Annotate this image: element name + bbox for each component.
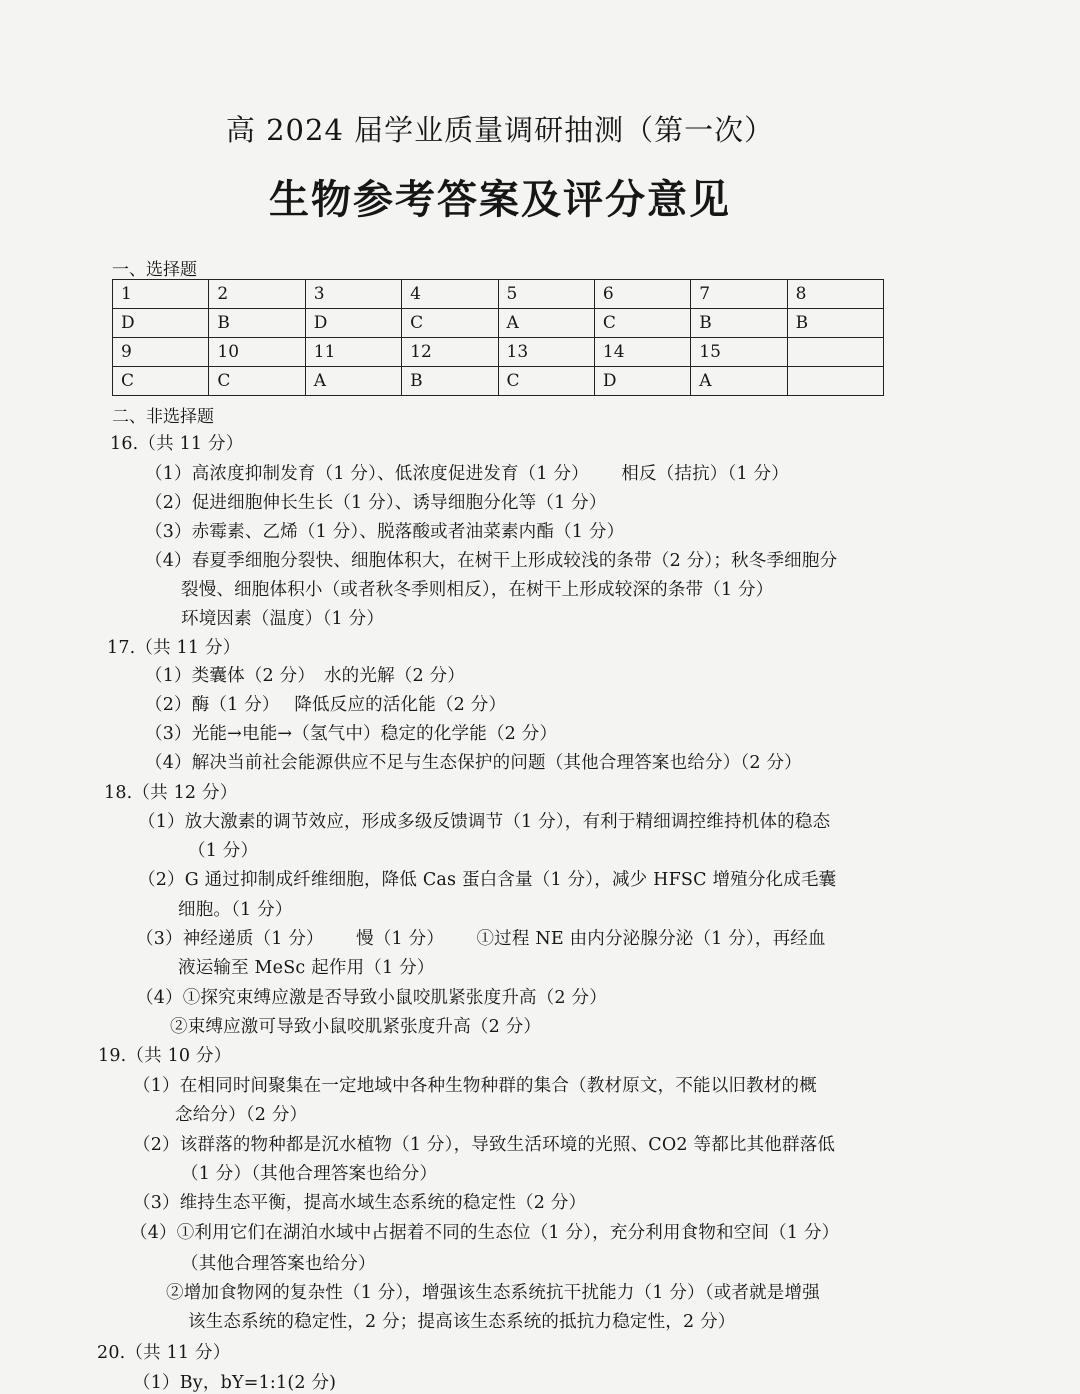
section-heading-choice: 一、选择题 — [112, 260, 197, 280]
answer-line: （4）①利用它们在湖泊水域中占据着不同的生态位（1 分），充分利用食物和空间（1 分） — [130, 1223, 840, 1243]
answer-line: （1 分）（其他合理答案也给分） — [181, 1164, 438, 1184]
answer-line: 裂慢、细胞体积小（或者秋冬季则相反），在树干上形成较深的条带（1 分） — [181, 580, 774, 600]
table-cell: 9 — [113, 338, 209, 367]
table-cell: B — [691, 309, 787, 338]
answer-line: ②束缚应激可导致小鼠咬肌紧张度升高（2 分） — [170, 1017, 542, 1037]
question-heading: 20.（共 11 分） — [97, 1343, 231, 1363]
answer-line: （3）神经递质（1 分） 慢（1 分） ①过程 NE 由内分泌腺分泌（1 分），再经血 — [136, 929, 826, 949]
table-cell: 12 — [402, 338, 498, 367]
answer-line: （1）类囊体（2 分） 水的光解（2 分） — [145, 666, 465, 686]
table-cell: 5 — [498, 280, 594, 309]
choice-answer-table — [112, 279, 884, 396]
answer-line: （1）By，bY=1:1(2 分) — [133, 1373, 337, 1393]
table-cell: C — [594, 309, 690, 338]
table-cell: 1 — [113, 280, 209, 309]
table-cell — [787, 367, 883, 396]
answer-line: ②增加食物网的复杂性（1 分），增强该生态系统抗干扰能力（1 分）（或者就是增强 — [166, 1283, 820, 1303]
table-cell: C — [113, 367, 209, 396]
table-cell: 10 — [209, 338, 305, 367]
table-cell: 6 — [594, 280, 690, 309]
table-cell — [787, 338, 883, 367]
table-row — [113, 309, 884, 338]
answer-line: （1 分） — [188, 841, 259, 861]
table-cell: 13 — [498, 338, 594, 367]
section-heading-nonchoice: 二、非选择题 — [112, 407, 214, 427]
answer-line: （4）春夏季细胞分裂快、细胞体积大，在树干上形成较浅的条带（2 分）；秋冬季细胞分 — [145, 551, 838, 571]
table-cell: 7 — [691, 280, 787, 309]
answer-line: （1）放大激素的调节效应，形成多级反馈调节（1 分），有利于精细调控维持机体的稳态 — [138, 812, 831, 832]
answer-line: （3）维持生态平衡，提高水域生态系统的稳定性（2 分） — [133, 1193, 587, 1213]
answer-line: （1）高浓度抑制发育（1 分）、低浓度促进发育（1 分） 相反（拮抗）（1 分） — [145, 464, 789, 484]
table-cell: A — [498, 309, 594, 338]
answer-line: （4）①探究束缚应激是否导致小鼠咬肌紧张度升高（2 分） — [136, 988, 607, 1008]
answer-line: 细胞。（1 分） — [178, 900, 293, 920]
answer-line: （1）在相同时间聚集在一定地域中各种生物种群的集合（教材原文，不能以旧教材的概 — [133, 1076, 817, 1096]
page-title: 生物参考答案及评分意见 — [269, 177, 731, 223]
question-heading: 19.（共 10 分） — [98, 1046, 232, 1066]
exam-subtitle: 高 2024 届学业质量调研抽测（第一次） — [225, 113, 775, 147]
answer-line: （2）G 通过抑制成纤维细胞，降低 Cas 蛋白含量（1 分），减少 HFSC 增殖分化成毛囊 — [138, 870, 837, 890]
table-cell: 2 — [209, 280, 305, 309]
table-cell: 8 — [787, 280, 883, 309]
table-cell: D — [594, 367, 690, 396]
table-cell: B — [787, 309, 883, 338]
answer-line: 念给分）（2 分） — [175, 1105, 308, 1125]
table-cell: D — [305, 309, 401, 338]
answer-line: （3）光能→电能→（氢气中）稳定的化学能（2 分） — [145, 724, 558, 744]
answer-line: 液运输至 MeSc 起作用（1 分） — [178, 958, 435, 978]
table-cell: 15 — [691, 338, 787, 367]
table-cell: B — [209, 309, 305, 338]
answer-line: 环境因素（温度）（1 分） — [181, 609, 385, 629]
question-heading: 18.（共 12 分） — [104, 783, 238, 803]
table-cell: A — [691, 367, 787, 396]
table-cell: 11 — [305, 338, 401, 367]
table-cell: 14 — [594, 338, 690, 367]
table-row — [113, 280, 884, 309]
table-cell: A — [305, 367, 401, 396]
table-cell: C — [209, 367, 305, 396]
table-row — [113, 367, 884, 396]
answer-line: （3）赤霉素、乙烯（1 分）、脱落酸或者油菜素内酯（1 分） — [145, 522, 625, 542]
answer-line: （其他合理答案也给分） — [181, 1254, 376, 1274]
answer-line: （2）促进细胞伸长生长（1 分）、诱导细胞分化等（1 分） — [145, 493, 607, 513]
table-cell: D — [113, 309, 209, 338]
answer-line: （2）该群落的物种都是沉水植物（1 分），导致生活环境的光照、CO2 等都比其他群落低 — [133, 1135, 836, 1155]
answer-line: （4）解决当前社会能源供应不足与生态保护的问题（其他合理答案也给分）（2 分） — [145, 753, 802, 773]
table-cell: C — [402, 309, 498, 338]
question-heading: 16.（共 11 分） — [110, 434, 244, 454]
answer-line: 该生态系统的稳定性，2 分；提高该生态系统的抵抗力稳定性，2 分） — [188, 1312, 736, 1332]
table-cell: C — [498, 367, 594, 396]
table-cell: B — [402, 367, 498, 396]
question-heading: 17.（共 11 分） — [107, 638, 241, 658]
answer-line: （2）酶（1 分） 降低反应的活化能（2 分） — [145, 695, 507, 715]
table-row — [113, 338, 884, 367]
table-cell: 3 — [305, 280, 401, 309]
table-cell: 4 — [402, 280, 498, 309]
